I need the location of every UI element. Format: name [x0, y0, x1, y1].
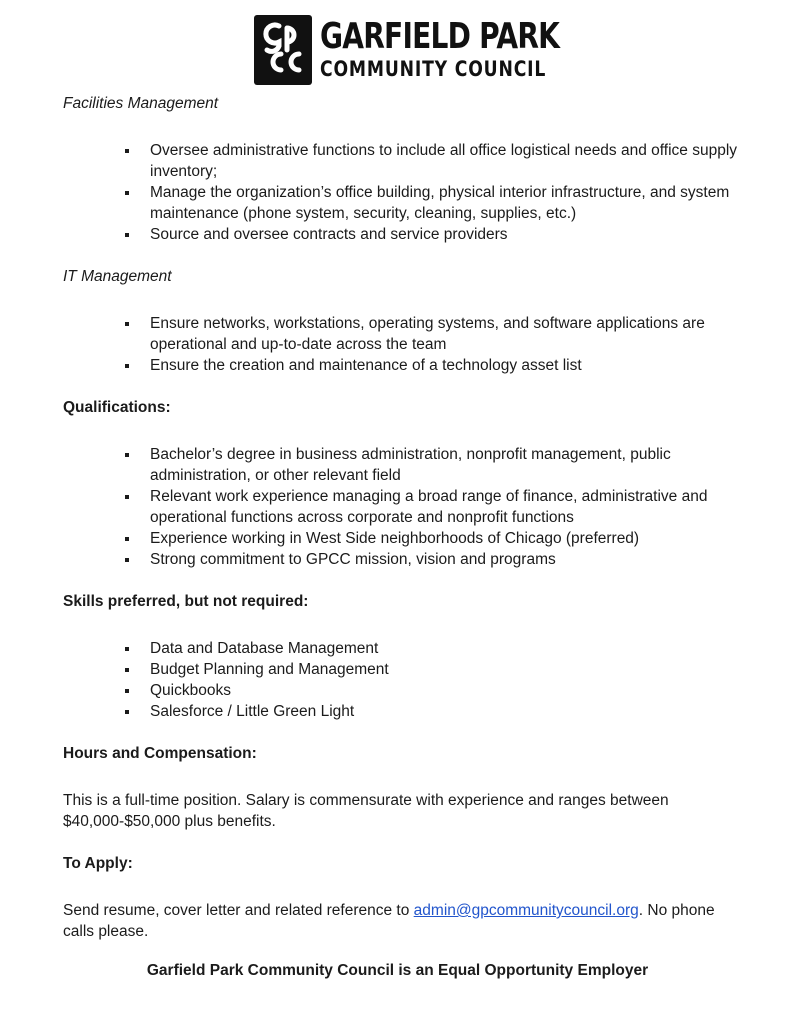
list-item: Ensure the creation and maintenance of a technology asset list — [150, 355, 743, 376]
qualifications-heading: Qualifications: — [63, 399, 171, 416]
skills-heading: Skills preferred, but not required: — [63, 593, 309, 610]
email-link[interactable]: admin@gpcommunitycouncil.org — [413, 902, 639, 919]
facilities-list — [63, 140, 743, 245]
list-item: Oversee administrative functions to include all office logistical needs and office supply inventory; — [150, 140, 743, 182]
job-description-body — [63, 93, 743, 942]
qualifications-list — [63, 444, 743, 570]
apply-heading: To Apply: — [63, 855, 133, 872]
logo-subtitle: COMMUNITY COUNCIL — [320, 57, 547, 81]
skills-list — [63, 638, 743, 722]
facilities-heading: Facilities Management — [63, 95, 219, 112]
list-item: Data and Database Management — [150, 638, 743, 659]
apply-text — [63, 900, 743, 942]
gpcc-logo-mark — [254, 15, 312, 85]
gpcc-monogram-icon — [261, 20, 305, 80]
list-item: Strong commitment to GPCC mission, vision and programs — [150, 549, 743, 570]
equal-opportunity-statement: Garfield Park Community Council is an Equal Opportunity Employer — [146, 962, 649, 979]
list-item: Bachelor’s degree in business administration, nonprofit management, public administration, or other relevant field — [150, 444, 743, 486]
header-logo — [254, 14, 627, 86]
list-item: Salesforce / Little Green Light — [150, 701, 743, 722]
list-item: Experience working in West Side neighborhoods of Chicago (preferred) — [150, 528, 743, 549]
logo-title: GARFIELD PARK — [320, 16, 560, 57]
apply-text-after: . No phone calls please. — [63, 902, 715, 940]
list-item: Quickbooks — [150, 680, 743, 701]
hours-text: This is a full-time position. Salary is commensurate with experience and ranges between $40,000-$50,000 plus benefits. — [63, 792, 669, 830]
list-item: Budget Planning and Management — [150, 659, 743, 680]
it-list — [63, 313, 743, 376]
it-heading: IT Management — [63, 268, 172, 285]
hours-heading: Hours and Compensation: — [63, 745, 257, 762]
list-item: Ensure networks, workstations, operating systems, and software applications are operational and up-to-date across the team — [150, 313, 743, 355]
list-item: Source and oversee contracts and service providers — [150, 224, 743, 245]
apply-text-before: Send resume, cover letter and related reference to — [63, 902, 414, 919]
list-item: Manage the organization’s office building, physical interior infrastructure, and system maintenance (phone system, security, cleaning, supplies, etc.) — [150, 182, 743, 224]
logo-wordmark — [320, 18, 627, 82]
list-item: Relevant work experience managing a broad range of finance, administrative and operational functions across corporate and nonprofit functions — [150, 486, 743, 528]
